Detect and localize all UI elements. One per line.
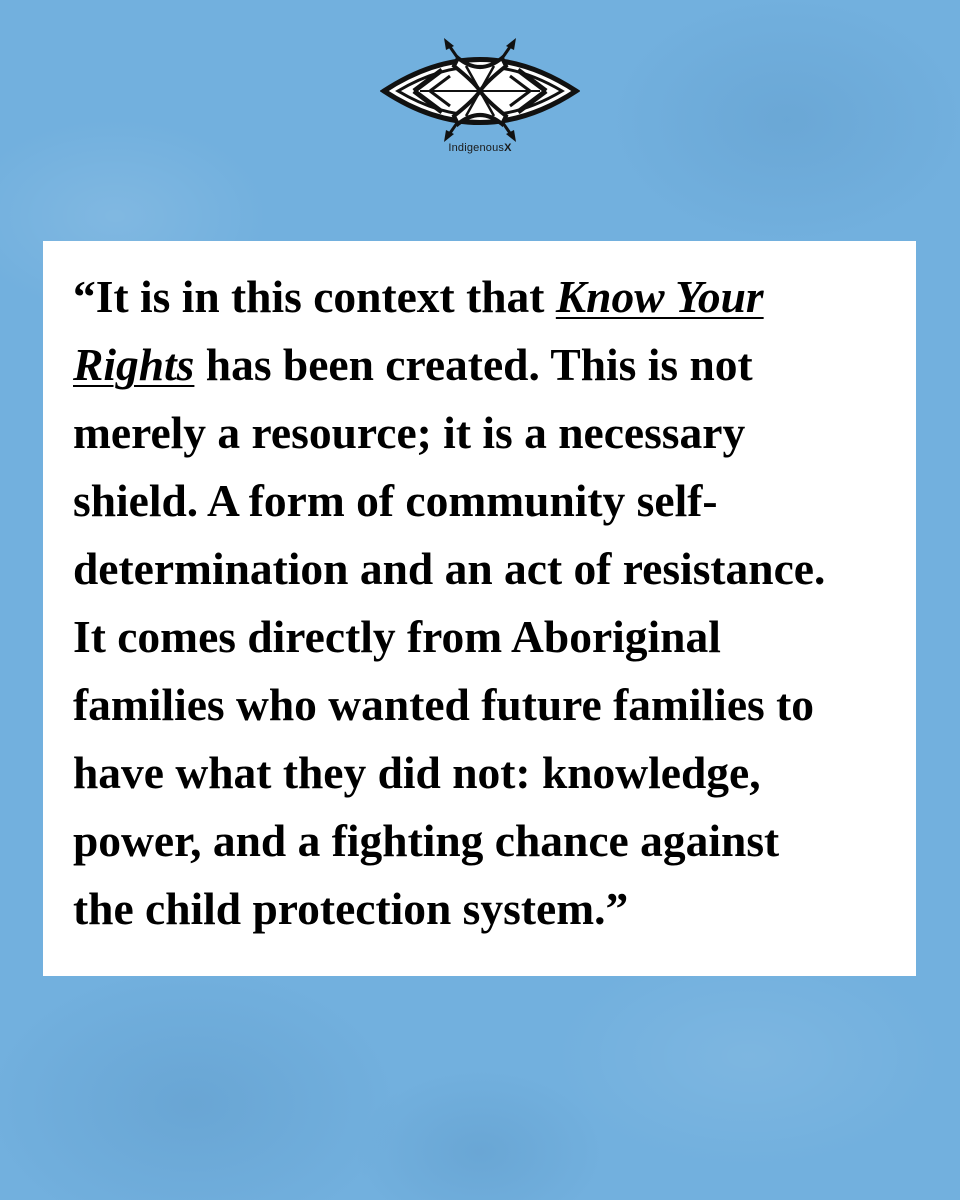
quote-segment: “It is in this context that <box>73 271 556 322</box>
quote-line <box>73 875 888 943</box>
quote-line <box>73 263 888 331</box>
quote-segment: has been created. This is not <box>194 339 753 390</box>
quote-segment: It comes directly from Aboriginal <box>73 611 721 662</box>
quote-line <box>73 603 888 671</box>
quote-line <box>73 467 888 535</box>
quote-text <box>73 263 888 943</box>
quote-segment: power, and a fighting chance against <box>73 815 780 866</box>
quote-line <box>73 671 888 739</box>
logo-wordmark-suffix: X <box>504 142 512 154</box>
quote-segment: merely a resource; it is a necessary <box>73 407 746 458</box>
logo-wordmark-name: Indigenous <box>448 142 505 154</box>
logo-wordmark <box>380 142 580 154</box>
quote-line <box>73 807 888 875</box>
indigenousx-logo <box>380 36 580 162</box>
quote-line <box>73 331 888 399</box>
quote-segment: have what they did not: knowledge, <box>73 747 761 798</box>
quote-card <box>43 241 916 976</box>
quote-segment: families who wanted future families to <box>73 679 814 730</box>
quote-line <box>73 739 888 807</box>
quote-line <box>73 535 888 603</box>
quote-title-emphasis: Rights <box>73 339 195 390</box>
quote-segment: the child protection system.” <box>73 883 629 934</box>
quote-segment: determination and an act of resistance. <box>73 543 826 594</box>
crossed-spears-shield-icon <box>380 36 580 146</box>
quote-line <box>73 399 888 467</box>
quote-segment: shield. A form of community self- <box>73 475 718 526</box>
quote-title-emphasis: Know Your <box>555 271 764 322</box>
